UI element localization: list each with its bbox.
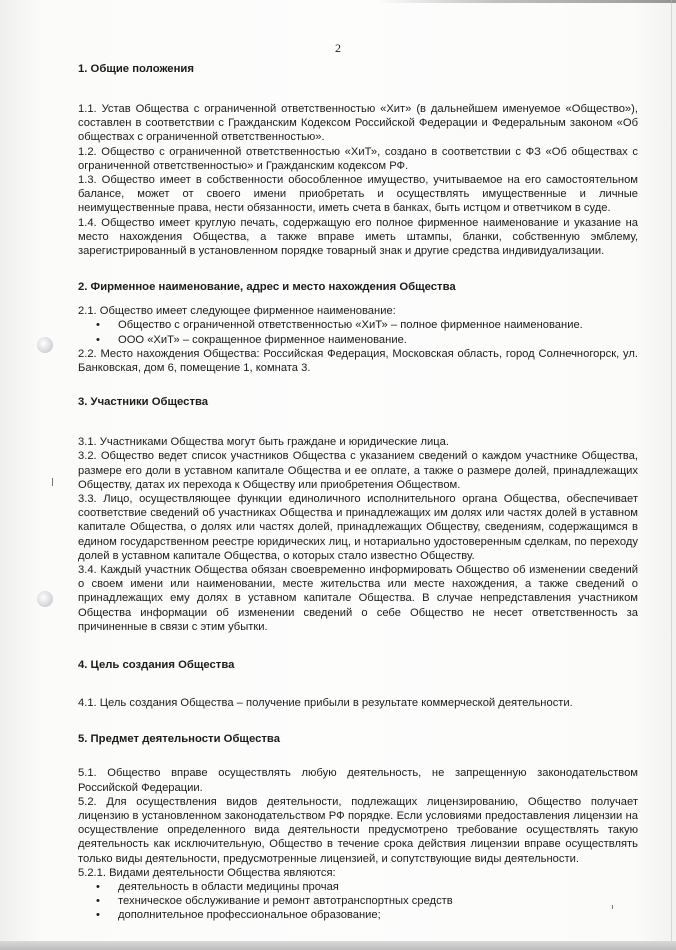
paragraph-3-3: 3.3. Лицо, осуществляющее функции единоличного исполнительного органа Общества, обеспечивает соответствие сведений об участниках Общества и принадлежащих им долях или частях долей в уставном капитале Общества, о долях или частях долей, принадлежащих Обществу, сведениям, содержащимся в едином государственном реестре юридических лиц, и нотариально удостоверенным сделкам, по переходу долей в уставном капитале Общества, о которых стало известно Обществу.	[78, 493, 638, 562]
paragraph-3-2: 3.2. Общество ведет список участников Общества с указанием сведений о каждом участнике Общества, размере его доли в уставном капитале Общества и ее оплате, а также о размере долей, принадлежащих Обществу, датах их перехода к Обществу или приобретения Обществом.	[78, 450, 638, 491]
section-4-title: 4. Цель создания Общества	[78, 659, 235, 672]
scan-mark	[52, 478, 53, 486]
punch-hole	[37, 337, 53, 353]
paragraph-4-1: 4.1. Цель создания Общества – получение прибыли в результате коммерческой деятельности.	[78, 697, 573, 710]
list-item: • деятельность в области медицины прочая	[118, 880, 638, 894]
document-body	[78, 62, 638, 923]
list-item: • техническое обслуживание и ремонт автотранспортных средств	[118, 894, 638, 908]
paragraph-5-2-1: 5.2.1. Видами деятельности Общества являются:	[78, 866, 336, 879]
punch-hole	[37, 591, 53, 607]
scan-edge-top	[376, 0, 676, 3]
firm-name-list	[78, 318, 638, 346]
paragraph-2-2: 2.2. Место нахождения Общества: Российская Федерация, Московская область, город Солнечногорск, ул. Банковская, дом 6, помещение 1, комната 3.	[78, 347, 638, 375]
section-5-title: 5. Предмет деятельности Общества	[78, 733, 280, 746]
list-item: • дополнительное профессиональное образование;	[118, 908, 638, 922]
activity-list	[78, 880, 638, 923]
paragraph-3-1: 3.1. Участниками Общества могут быть граждане и юридические лица.	[78, 436, 449, 449]
paragraph-3-4: 3.4. Каждый участник Общества обязан своевременно информировать Общество об изменении сведений о своем имени или наименовании, месте жительства или месте нахождения, а также сведений о принадлежащих ему долях в уставном капитале Общества. В случае непредставления участником Общества информации об изменении сведений о себе Общество не несет ответственность за причиненные в связи с этим убытки.	[78, 564, 638, 633]
paragraph-2-1: 2.1. Общество имеет следующее фирменное наименование:	[78, 305, 396, 318]
section-3-title: 3. Участники Общества	[78, 396, 209, 409]
section-1-title: 1. Общие положения	[78, 63, 194, 75]
paragraph-5-1: 5.1. Общество вправе осуществлять любую деятельность, не запрещенную законодательством Российской Федерации.	[78, 767, 638, 794]
paragraph-1-3: 1.3. Общество имеет в собственности обособленное имущество, учитываемое на его самостоятельном балансе, может от своего имени приобретать и осуществлять имущественные и личные неимущественные права, нести обязанности, иметь счета в банках, быть истцом и ответчиком в суде.	[78, 174, 638, 215]
section-2-title: 2. Фирменное наименование, адрес и место нахождения Общества	[78, 281, 456, 294]
paragraph-1-4: 1.4. Общество имеет круглую печать, содержащую его полное фирменное наименование и указание на место нахождения Общества, а также вправе иметь штампы, бланки, собственную эмблему, зарегистрированный в установленном порядке товарный знак и другие средства индивидуализации.	[78, 216, 638, 258]
paragraph-1-2: 1.2. Общество с ограниченной ответственностью «ХиТ», создано в соответствии с ФЗ «Об обществах с ограниченной ответственностью» и Гражданским кодексом РФ.	[78, 145, 638, 172]
page-number: 2	[335, 41, 341, 55]
scan-edge-right	[671, 0, 672, 950]
scan-bottom-edge	[0, 941, 676, 950]
list-item: • ООО «ХиТ» – сокращенное фирменное наименование.	[118, 333, 638, 347]
list-item: • Общество с ограниченной ответственностью «ХиТ» – полное фирменное наименование.	[118, 318, 638, 332]
paragraph-5-2: 5.2. Для осуществления видов деятельности, подлежащих лицензированию, Общество получает лицензию в установленном законодательством РФ порядке. Если условиями предоставления лицензии на осуществление определенного вида деятельности предусмотрено требование осуществлять такую деятельность как исключительную, Общество в течение срока действия лицензии вправе осуществлять только виды деятельности, предусмотренные лицензией, и сопутствующие виды деятельности.	[78, 795, 638, 865]
paragraph-1-1: 1.1. Устав Общества с ограниченной ответственностью «Хит» (в дальнейшем именуемое «Общество»), составлен в соответствии с Гражданским Кодексом Российской Федерации и Федеральным законом «Об обществах с ограниченной ответственностью».	[78, 103, 638, 144]
